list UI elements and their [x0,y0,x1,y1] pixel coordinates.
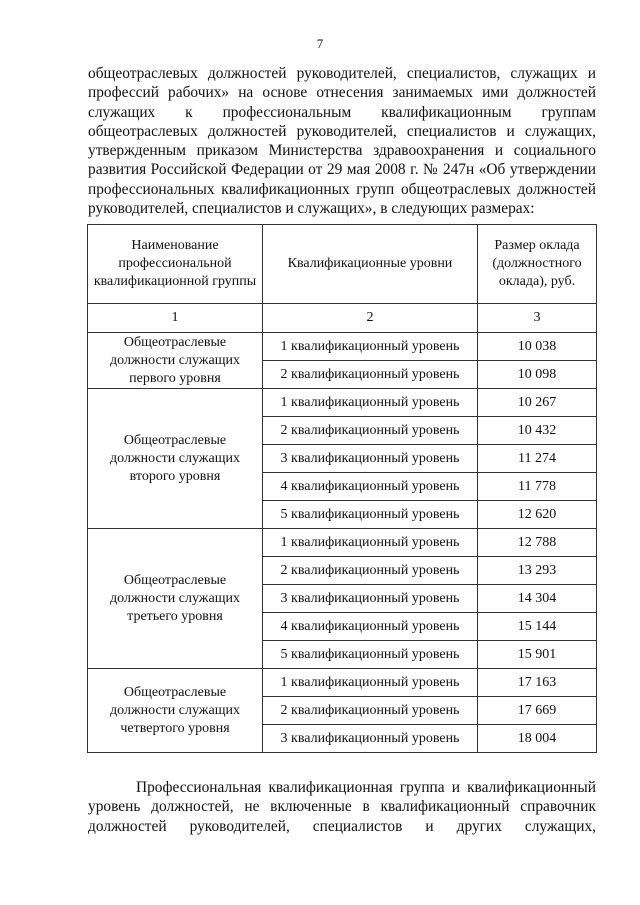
intro-paragraph [88,64,596,218]
salary-cell: 13 293 [478,557,597,585]
group-name-cell: Общеотраслевые должности служащих третьего уровня [88,529,263,669]
salary-cell: 15 144 [478,613,597,641]
level-cell: 5 квалификационный уровень [263,501,478,529]
intro-line: профессиональных квалификационных групп общеотраслевых должностей [88,180,596,198]
level-cell: 1 квалификационный уровень [263,389,478,417]
level-cell: 2 квалификационный уровень [263,417,478,445]
header-qualification-levels: Квалификационные уровни [263,225,478,304]
salary-cell: 10 432 [478,417,597,445]
column-number: 2 [263,304,478,333]
salary-cell: 17 669 [478,697,597,725]
page-number: 7 [316,36,324,51]
group-name-cell: Общеотраслевые должности служащих второго уровня [88,389,263,529]
level-cell: 2 квалификационный уровень [263,697,478,725]
closing-line: должностей руководителей, специалистов и других служащих, [88,817,596,835]
level-cell: 2 квалификационный уровень [263,361,478,389]
level-cell: 3 квалификационный уровень [263,725,478,753]
intro-line: служащих к профессиональным квалификационным группам [88,103,596,121]
level-cell: 5 квалификационный уровень [263,641,478,669]
salary-cell: 10 267 [478,389,597,417]
salary-cell: 10 098 [478,361,597,389]
table-header-row [88,225,597,304]
group-name-cell: Общеотраслевые должности служащих первого уровня [88,333,263,389]
header-group-name: Наименование профессиональной квалификационной группы [88,225,263,304]
level-cell: 4 квалификационный уровень [263,473,478,501]
salary-cell: 14 304 [478,585,597,613]
table-row [88,669,597,697]
level-cell: 1 квалификационный уровень [263,333,478,361]
column-number-row [88,304,597,333]
closing-line: Профессиональная квалификационная группа и квалификационный [136,779,596,796]
intro-line: утвержденным приказом Министерства здравоохранения и социального [88,142,596,160]
table-row [88,529,597,557]
level-cell: 2 квалификационный уровень [263,557,478,585]
column-number: 3 [478,304,597,333]
intro-line: общеотраслевых должностей руководителей, специалистов и служащих, [88,122,596,140]
level-cell: 1 квалификационный уровень [263,669,478,697]
level-cell: 4 квалификационный уровень [263,613,478,641]
level-cell: 1 квалификационный уровень [263,529,478,557]
intro-line: общеотраслевых должностей руководителей, специалистов, служащих и [88,65,596,82]
closing-paragraph [88,778,596,836]
closing-line: уровень должностей, не включенные в квалификационный справочник [88,798,596,816]
salary-cell: 17 163 [478,669,597,697]
salary-cell: 11 778 [478,473,597,501]
level-cell: 3 квалификационный уровень [263,445,478,473]
salary-cell: 12 788 [478,529,597,557]
salary-cell: 12 620 [478,501,597,529]
table-row [88,333,597,361]
intro-line: руководителей, специалистов и служащих», в следующих размерах: [88,200,535,218]
column-number: 1 [88,304,263,333]
salary-cell: 15 901 [478,641,597,669]
intro-line: профессий рабочих» на основе отнесения занимаемых ими должностей [88,84,596,102]
salary-cell: 11 274 [478,445,597,473]
salary-cell: 18 004 [478,725,597,753]
header-salary: Размер оклада (должностного оклада), руб. [478,225,597,304]
intro-line: развития Российской Федерации от 29 мая 2008 г. № 247н «Об утверждении [88,161,596,179]
group-name-cell: Общеотраслевые должности служащих четвертого уровня [88,669,263,753]
table-row [88,389,597,417]
salary-cell: 10 038 [478,333,597,361]
salary-table [87,224,597,753]
level-cell: 3 квалификационный уровень [263,585,478,613]
